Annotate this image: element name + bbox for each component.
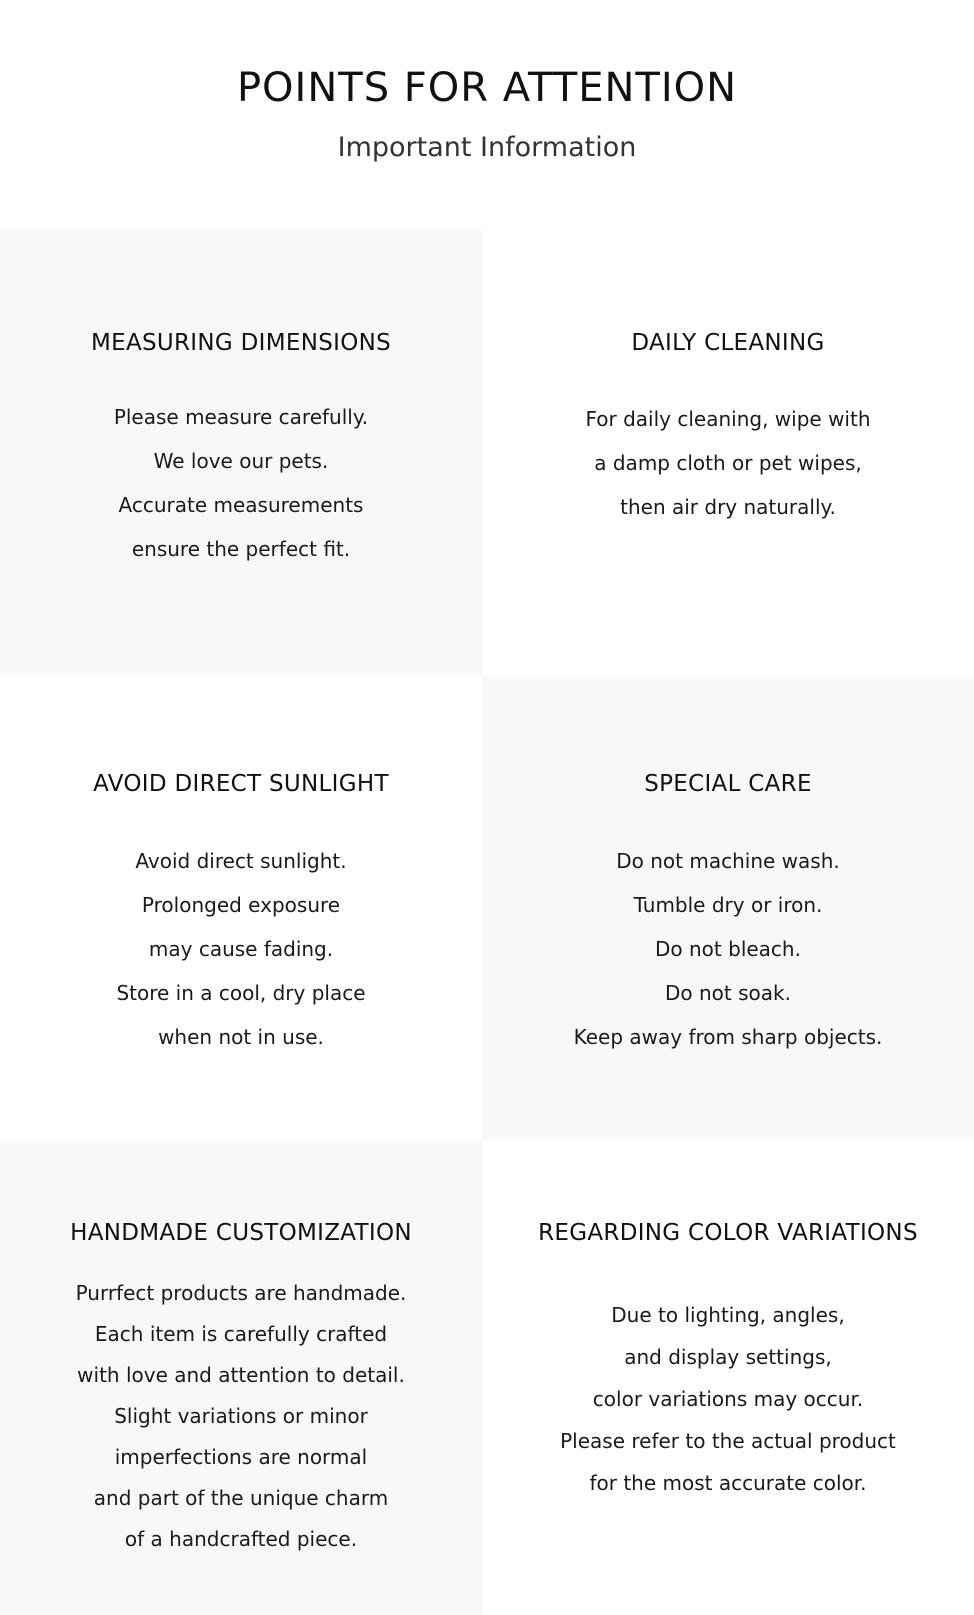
section-line: color variations may occur. [592,1387,864,1411]
section-line: of a handcrafted piece. [124,1527,358,1551]
section-body [482,1294,974,1504]
section-line: ensure the perfect fit. [131,537,351,561]
section-measuring-dimensions [0,229,482,676]
page-header [0,0,974,229]
section-line: Please measure carefully. [113,405,369,429]
section-line: Purrfect products are handmade. [75,1281,407,1305]
section-line: Do not machine wash. [616,849,840,873]
section-handmade-customization [0,1140,482,1615]
section-line: Please refer to the actual product [560,1429,896,1453]
section-line: Slight variations or minor [114,1404,368,1428]
section-line: Keep away from sharp objects. [573,1025,883,1049]
section-line: We love our pets. [153,449,329,473]
section-line: For daily cleaning, wipe with [585,407,871,431]
section-line: imperfections are normal [114,1445,368,1469]
section-line: Due to lighting, angles, [611,1303,845,1327]
section-body [0,395,482,571]
section-line: a damp cloth or pet wipes, [594,451,862,475]
section-line: for the most accurate color. [589,1471,867,1495]
section-title: REGARDING COLOR VARIATIONS [538,1220,918,1246]
section-line: and display settings, [624,1345,832,1369]
section-special-care [482,676,974,1140]
section-title: HANDMADE CUSTOMIZATION [70,1220,412,1246]
section-line: and part of the unique charm [93,1486,389,1510]
section-line: Each item is carefully crafted [94,1322,388,1346]
section-body [482,397,974,529]
section-body [0,839,482,1059]
section-line: Avoid direct sunlight. [135,849,347,873]
section-regarding-color-variations [482,1140,974,1615]
section-line: with love and attention to detail. [77,1363,405,1387]
section-avoid-direct-sunlight [0,676,482,1140]
section-line: then air dry naturally. [620,495,836,519]
section-title: AVOID DIRECT SUNLIGHT [93,771,389,797]
section-line: when not in use. [158,1025,324,1049]
page-subtitle: Important Information [337,132,637,163]
section-line: Do not soak. [665,981,791,1005]
section-line: Prolonged exposure [141,893,341,917]
section-daily-cleaning [482,229,974,676]
section-line: may cause fading. [148,937,334,961]
section-line: Tumble dry or iron. [633,893,823,917]
section-line: Store in a cool, dry place [116,981,366,1005]
section-body [482,839,974,1059]
section-title: DAILY CLEANING [631,330,825,356]
section-body [0,1273,482,1560]
section-title: MEASURING DIMENSIONS [90,330,391,356]
page-title: POINTS FOR ATTENTION [236,65,738,111]
section-line: Do not bleach. [655,937,801,961]
section-title: SPECIAL CARE [644,771,812,797]
info-grid [0,229,974,1615]
section-line: Accurate measurements [118,493,364,517]
